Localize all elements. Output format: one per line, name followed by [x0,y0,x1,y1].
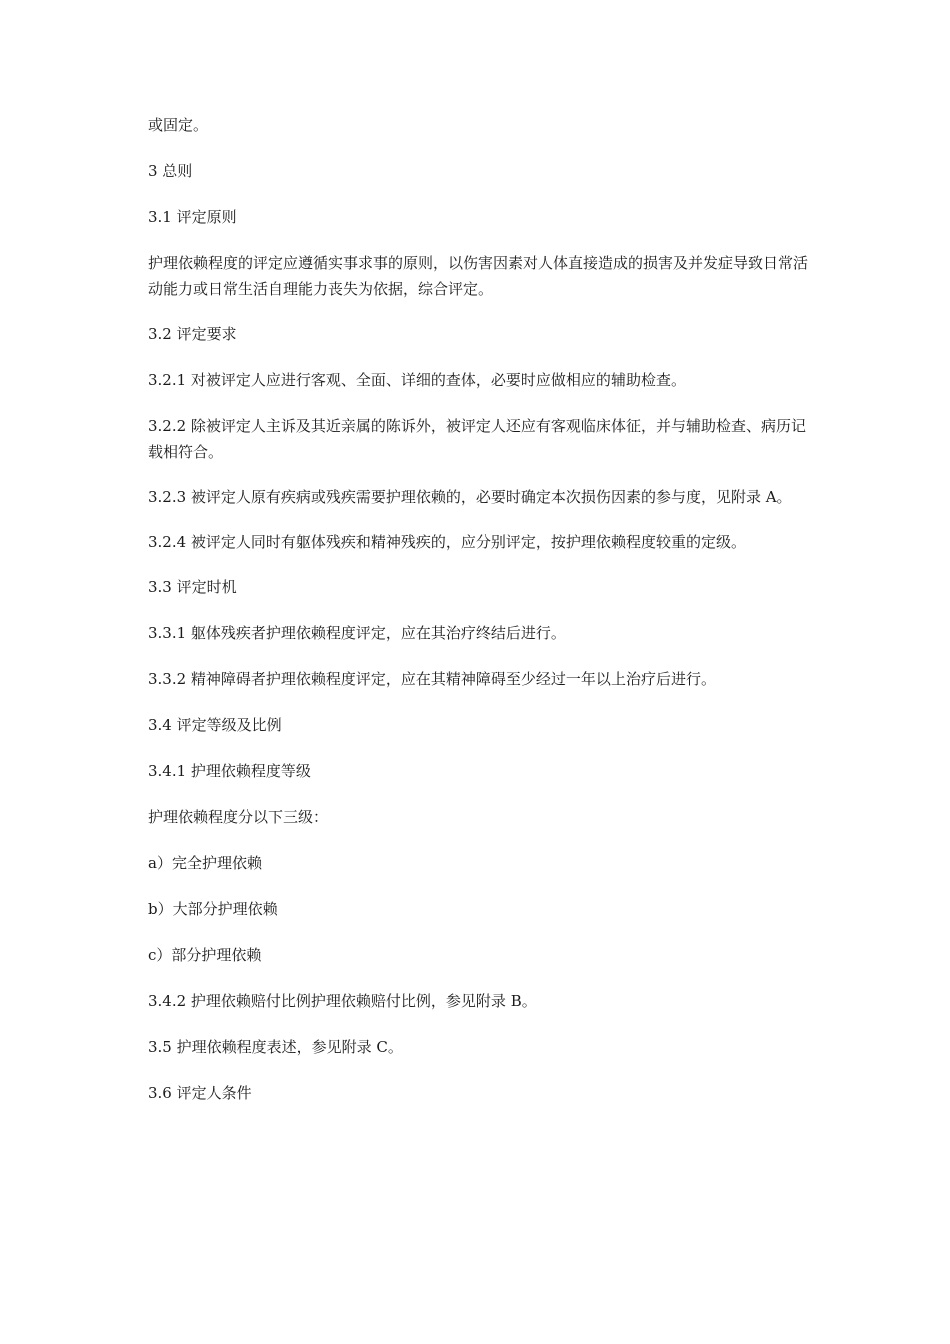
subsection-heading-3-1: 3.1 评定原则 [148,208,237,226]
clause-3-3-2: 3.3.2 精神障碍者护理依赖程度评定，应在其精神障碍至少经过一年以上治疗后进行。 [148,670,716,688]
list-item-b: b）大部分护理依赖 [148,900,278,918]
clause-3-2-1: 3.2.1 对被评定人应进行客观、全面、详细的查体，必要时应做相应的辅助检查。 [148,371,686,389]
list-item-a: a）完全护理依赖 [148,854,262,872]
section-heading-3: 3 总则 [148,162,193,180]
subsection-heading-3-4: 3.4 评定等级及比例 [148,716,282,734]
clause-3-3-1: 3.3.1 躯体残疾者护理依赖程度评定，应在其治疗终结后进行。 [148,624,566,642]
clause-3-4-1: 3.4.1 护理依赖程度等级 [148,762,311,780]
paragraph-principle: 护理依赖程度的评定应遵循实事求事的原则，以伤害因素对人体直接造成的损害及并发症导致日常活动能力或日常生活自理能力丧失为依据，综合评定。 [148,254,809,298]
subsection-heading-3-5: 3.5 护理依赖程度表述，参见附录 C。 [148,1038,403,1056]
paragraph-continuation: 或固定。 [148,116,209,134]
paragraph-levels-intro: 护理依赖程度分以下三级： [148,808,329,826]
document-body [148,112,808,1126]
subsection-heading-3-3: 3.3 评定时机 [148,578,237,596]
list-item-c: c）部分护理依赖 [148,946,262,964]
subsection-heading-3-2: 3.2 评定要求 [148,325,237,343]
clause-3-2-3: 3.2.3 被评定人原有疾病或残疾需要护理依赖的，必要时确定本次损伤因素的参与度，见附录 A。 [148,488,792,506]
clause-3-4-2: 3.4.2 护理依赖赔付比例护理依赖赔付比例，参见附录 B。 [148,992,537,1010]
subsection-heading-3-6: 3.6 评定人条件 [148,1084,252,1102]
clause-3-2-2: 3.2.2 除被评定人主诉及其近亲属的陈诉外，被评定人还应有客观临床体征，并与辅助检查、病历记载相符合。 [148,417,806,461]
clause-3-2-4: 3.2.4 被评定人同时有躯体残疾和精神残疾的，应分别评定，按护理依赖程度较重的定级。 [148,533,746,551]
